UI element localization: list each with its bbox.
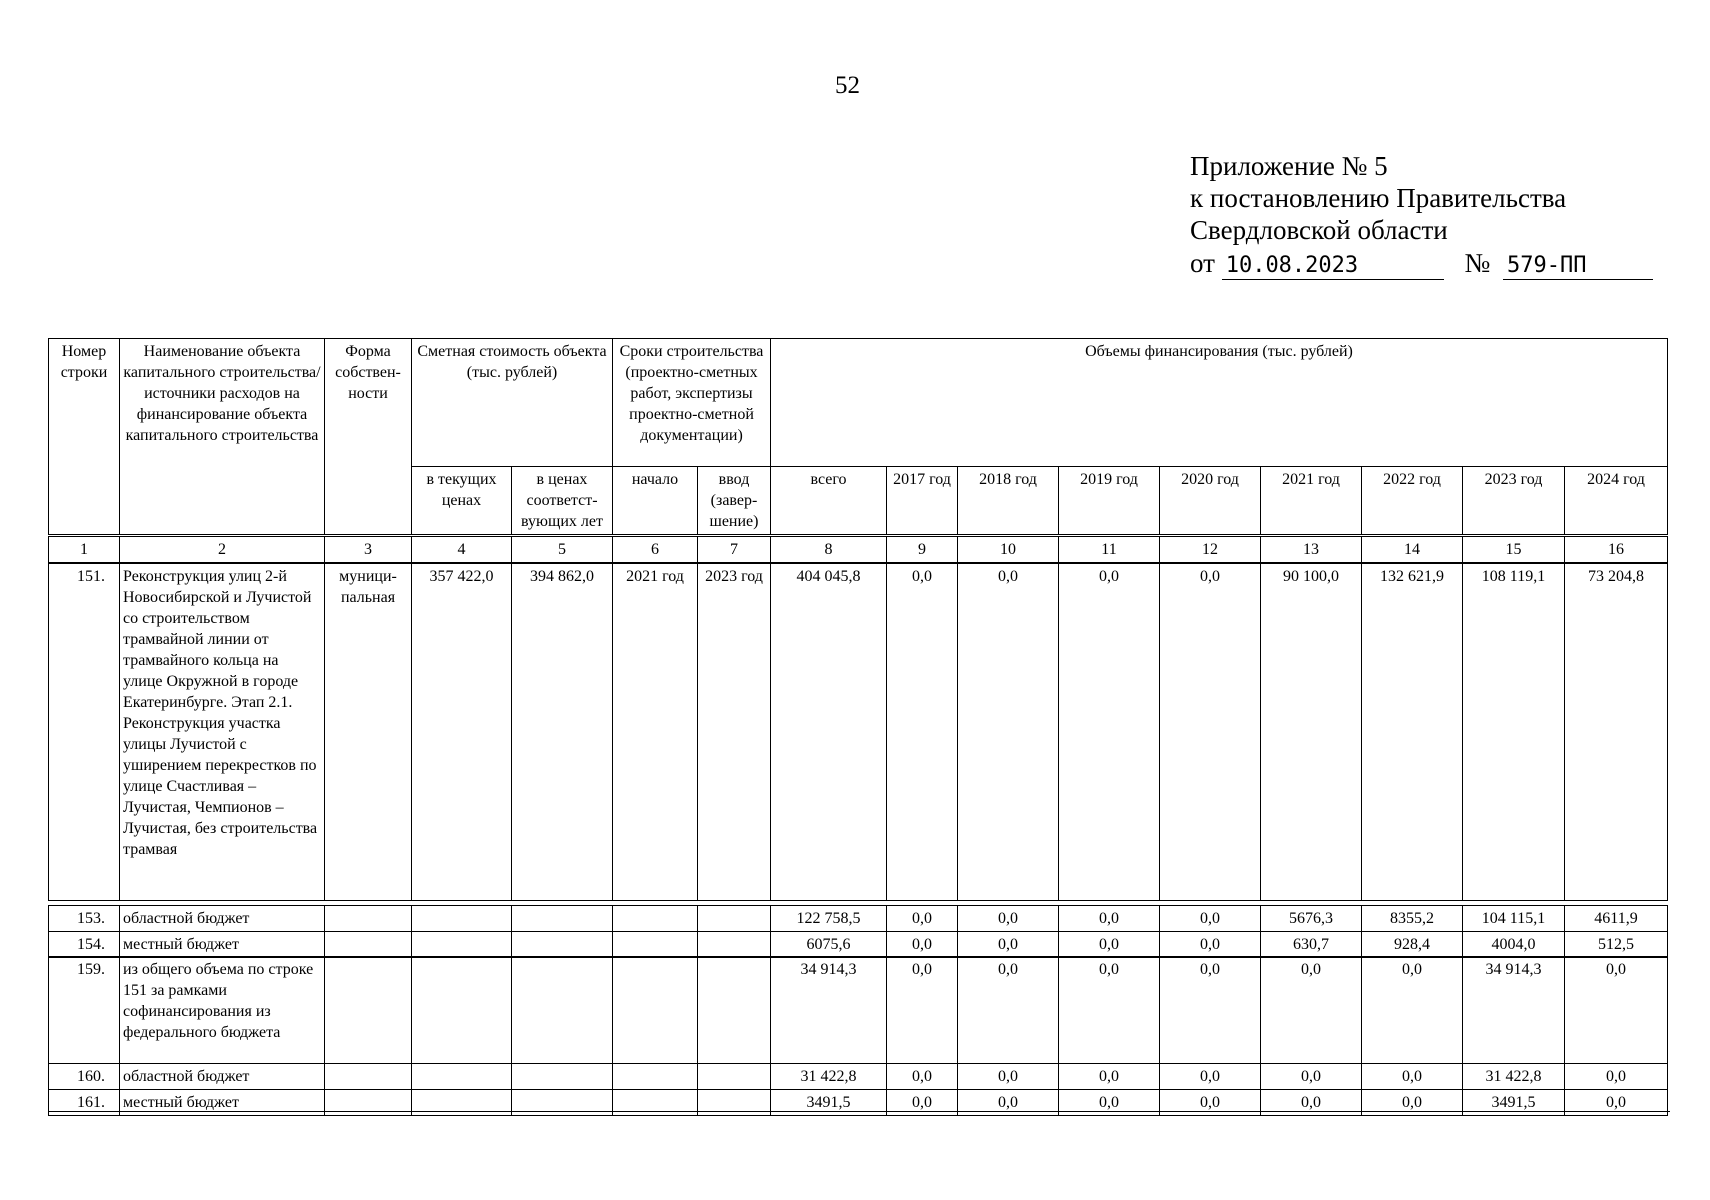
appendix-heading xyxy=(1190,150,1566,246)
date-prefix: от xyxy=(1190,248,1215,278)
row-year-2022: 0,0 xyxy=(1362,957,1463,1064)
row-year-2019: 0,0 xyxy=(1059,906,1160,932)
row-year-2019: 0,0 xyxy=(1059,932,1160,958)
header-estimated-cost: Сметная стоимость объекта (тыс. рублей) xyxy=(412,339,613,467)
row-year-2019: 0,0 xyxy=(1059,1090,1160,1116)
row-year-2018: 0,0 xyxy=(958,932,1059,958)
row-completion xyxy=(698,1064,771,1090)
table-row xyxy=(49,957,1668,1064)
row-number: 151. xyxy=(49,564,120,901)
row-ownership xyxy=(325,1064,412,1090)
number-label: № xyxy=(1464,248,1491,278)
row-year-2023: 31 422,8 xyxy=(1463,1064,1565,1090)
row-cost-current xyxy=(412,932,512,958)
row-year-2017: 0,0 xyxy=(887,906,958,932)
row-completion: 2023 год xyxy=(698,564,771,901)
row-year-2021: 0,0 xyxy=(1261,1090,1362,1116)
column-number: 3 xyxy=(325,537,412,563)
row-year-2024: 0,0 xyxy=(1565,1064,1668,1090)
row-year-2021: 5676,3 xyxy=(1261,906,1362,932)
header-year-2020: 2020 год xyxy=(1160,467,1261,535)
row-year-2024: 512,5 xyxy=(1565,932,1668,958)
table-block-151 xyxy=(48,563,1668,901)
row-year-2023: 34 914,3 xyxy=(1463,957,1565,1064)
row-year-2020: 0,0 xyxy=(1160,906,1261,932)
row-year-2019: 0,0 xyxy=(1059,564,1160,901)
header-terms: Сроки строительства (проектно-сметных работ, экспертизы проектно-сметной документации) xyxy=(613,339,771,467)
row-year-2022: 0,0 xyxy=(1362,1064,1463,1090)
header-total: всего xyxy=(771,467,887,535)
row-year-2020: 0,0 xyxy=(1160,1064,1261,1090)
row-number: 160. xyxy=(49,1064,120,1090)
column-number: 1 xyxy=(49,537,120,563)
row-year-2017: 0,0 xyxy=(887,1090,958,1116)
row-total: 404 045,8 xyxy=(771,564,887,901)
header-cost-respective: в ценах соответст-вующих лет xyxy=(512,467,613,535)
column-number: 9 xyxy=(887,537,958,563)
row-start: 2021 год xyxy=(613,564,698,901)
decree-number: 579-ПП xyxy=(1503,253,1653,280)
row-year-2023: 3491,5 xyxy=(1463,1090,1565,1116)
row-cost-current: 357 422,0 xyxy=(412,564,512,901)
column-number: 15 xyxy=(1463,537,1565,563)
appendix-decree-ref: к постановлению Правительства xyxy=(1190,183,1567,213)
column-number: 12 xyxy=(1160,537,1261,563)
row-ownership xyxy=(325,906,412,932)
row-year-2020: 0,0 xyxy=(1160,957,1261,1064)
header-start: начало xyxy=(613,467,698,535)
header-year-2022: 2022 год xyxy=(1362,467,1463,535)
header-year-2023: 2023 год xyxy=(1463,467,1565,535)
column-number: 14 xyxy=(1362,537,1463,563)
row-total: 3491,5 xyxy=(771,1090,887,1116)
row-year-2021: 90 100,0 xyxy=(1261,564,1362,901)
column-number: 16 xyxy=(1565,537,1668,563)
row-object-name: местный бюджет xyxy=(120,932,325,958)
header-year-2021: 2021 год xyxy=(1261,467,1362,535)
header-completion: ввод (завер-шение) xyxy=(698,467,771,535)
row-year-2017: 0,0 xyxy=(887,1064,958,1090)
row-object-name: из общего объема по строке 151 за рамками софинансирования из федерального бюджета xyxy=(120,957,325,1064)
row-ownership xyxy=(325,932,412,958)
header-ownership: Форма собствен-ности xyxy=(325,339,412,535)
row-number: 161. xyxy=(49,1090,120,1116)
row-object-name: областной бюджет xyxy=(120,1064,325,1090)
row-year-2018: 0,0 xyxy=(958,1090,1059,1116)
column-number: 4 xyxy=(412,537,512,563)
decree-date: 10.08.2023 xyxy=(1222,253,1444,280)
row-year-2024: 0,0 xyxy=(1565,957,1668,1064)
table-block-159-161 xyxy=(48,956,1668,1116)
row-year-2023: 104 115,1 xyxy=(1463,906,1565,932)
row-object-name: областной бюджет xyxy=(120,906,325,932)
header-row-number: Номер строки xyxy=(49,339,120,535)
row-cost-respective xyxy=(512,1064,613,1090)
column-number-row xyxy=(48,536,1668,563)
row-number: 154. xyxy=(49,932,120,958)
row-year-2022: 0,0 xyxy=(1362,1090,1463,1116)
row-cost-respective xyxy=(512,932,613,958)
row-total: 34 914,3 xyxy=(771,957,887,1064)
row-cost-current xyxy=(412,1064,512,1090)
row-total: 6075,6 xyxy=(771,932,887,958)
appendix-region: Свердловской области xyxy=(1190,215,1448,245)
row-year-2021: 0,0 xyxy=(1261,1064,1362,1090)
row-number: 153. xyxy=(49,906,120,932)
row-ownership xyxy=(325,957,412,1064)
appendix-title: Приложение № 5 xyxy=(1190,151,1388,181)
decree-date-number-line xyxy=(1190,248,1653,280)
header-year-2018: 2018 год xyxy=(958,467,1059,535)
header-object-name: Наименование объекта капитального строительства/источники расходов на финансирование объекта капитального строительства xyxy=(120,339,325,535)
row-cost-respective xyxy=(512,957,613,1064)
row-total: 31 422,8 xyxy=(771,1064,887,1090)
column-number: 6 xyxy=(613,537,698,563)
row-year-2021: 0,0 xyxy=(1261,957,1362,1064)
row-year-2018: 0,0 xyxy=(958,906,1059,932)
row-year-2020: 0,0 xyxy=(1160,564,1261,901)
row-completion xyxy=(698,932,771,958)
row-year-2017: 0,0 xyxy=(887,957,958,1064)
row-year-2019: 0,0 xyxy=(1059,1064,1160,1090)
row-year-2024: 0,0 xyxy=(1565,1090,1668,1116)
row-year-2023: 108 119,1 xyxy=(1463,564,1565,901)
row-total: 122 758,5 xyxy=(771,906,887,932)
row-year-2022: 8355,2 xyxy=(1362,906,1463,932)
column-number: 11 xyxy=(1059,537,1160,563)
row-start xyxy=(613,1064,698,1090)
row-year-2022: 928,4 xyxy=(1362,932,1463,958)
row-year-2018: 0,0 xyxy=(958,1064,1059,1090)
page-number: 52 xyxy=(835,72,860,99)
header-financing: Объемы финансирования (тыс. рублей) xyxy=(771,339,1668,467)
table-row xyxy=(49,906,1668,932)
row-year-2017: 0,0 xyxy=(887,564,958,901)
row-start xyxy=(613,906,698,932)
row-ownership: муници-пальная xyxy=(325,564,412,901)
row-start xyxy=(613,932,698,958)
row-year-2017: 0,0 xyxy=(887,932,958,958)
row-year-2020: 0,0 xyxy=(1160,1090,1261,1116)
table-header xyxy=(48,338,1668,535)
row-year-2023: 4004,0 xyxy=(1463,932,1565,958)
column-number: 5 xyxy=(512,537,613,563)
column-number: 8 xyxy=(771,537,887,563)
row-object-name: Реконструкция улиц 2-й Новосибирской и Лучистой со строительством трамвайной линии от трамвайного кольца на улице Окружной в городе Екатеринбурге. Этап 2.1. Реконструкция участка улицы Лучистой с уширением перекрестков по улице Счастливая – Лучистая, Чемпионов – Лучистая, без строительства трамвая xyxy=(120,564,325,901)
column-number: 7 xyxy=(698,537,771,563)
table-row xyxy=(49,564,1668,901)
row-year-2018: 0,0 xyxy=(958,564,1059,901)
table-row xyxy=(49,1064,1668,1090)
row-cost-respective xyxy=(512,906,613,932)
table-block-153-154 xyxy=(48,905,1668,958)
header-year-2024: 2024 год xyxy=(1565,467,1668,535)
bottom-divider xyxy=(48,1111,1670,1112)
row-completion xyxy=(698,957,771,1064)
row-completion xyxy=(698,906,771,932)
header-year-2019: 2019 год xyxy=(1059,467,1160,535)
row-start xyxy=(613,957,698,1064)
row-cost-current xyxy=(412,957,512,1064)
row-year-2021: 630,7 xyxy=(1261,932,1362,958)
column-number: 13 xyxy=(1261,537,1362,563)
row-object-name: местный бюджет xyxy=(120,1090,325,1116)
row-year-2022: 132 621,9 xyxy=(1362,564,1463,901)
row-year-2020: 0,0 xyxy=(1160,932,1261,958)
row-year-2024: 4611,9 xyxy=(1565,906,1668,932)
table-row xyxy=(49,932,1668,958)
row-cost-respective: 394 862,0 xyxy=(512,564,613,901)
row-number: 159. xyxy=(49,957,120,1064)
row-year-2018: 0,0 xyxy=(958,957,1059,1064)
row-year-2019: 0,0 xyxy=(1059,957,1160,1064)
header-year-2017: 2017 год xyxy=(887,467,958,535)
row-cost-current xyxy=(412,906,512,932)
column-number: 2 xyxy=(120,537,325,563)
row-year-2024: 73 204,8 xyxy=(1565,564,1668,901)
column-number: 10 xyxy=(958,537,1059,563)
header-cost-current: в текущих ценах xyxy=(412,467,512,535)
